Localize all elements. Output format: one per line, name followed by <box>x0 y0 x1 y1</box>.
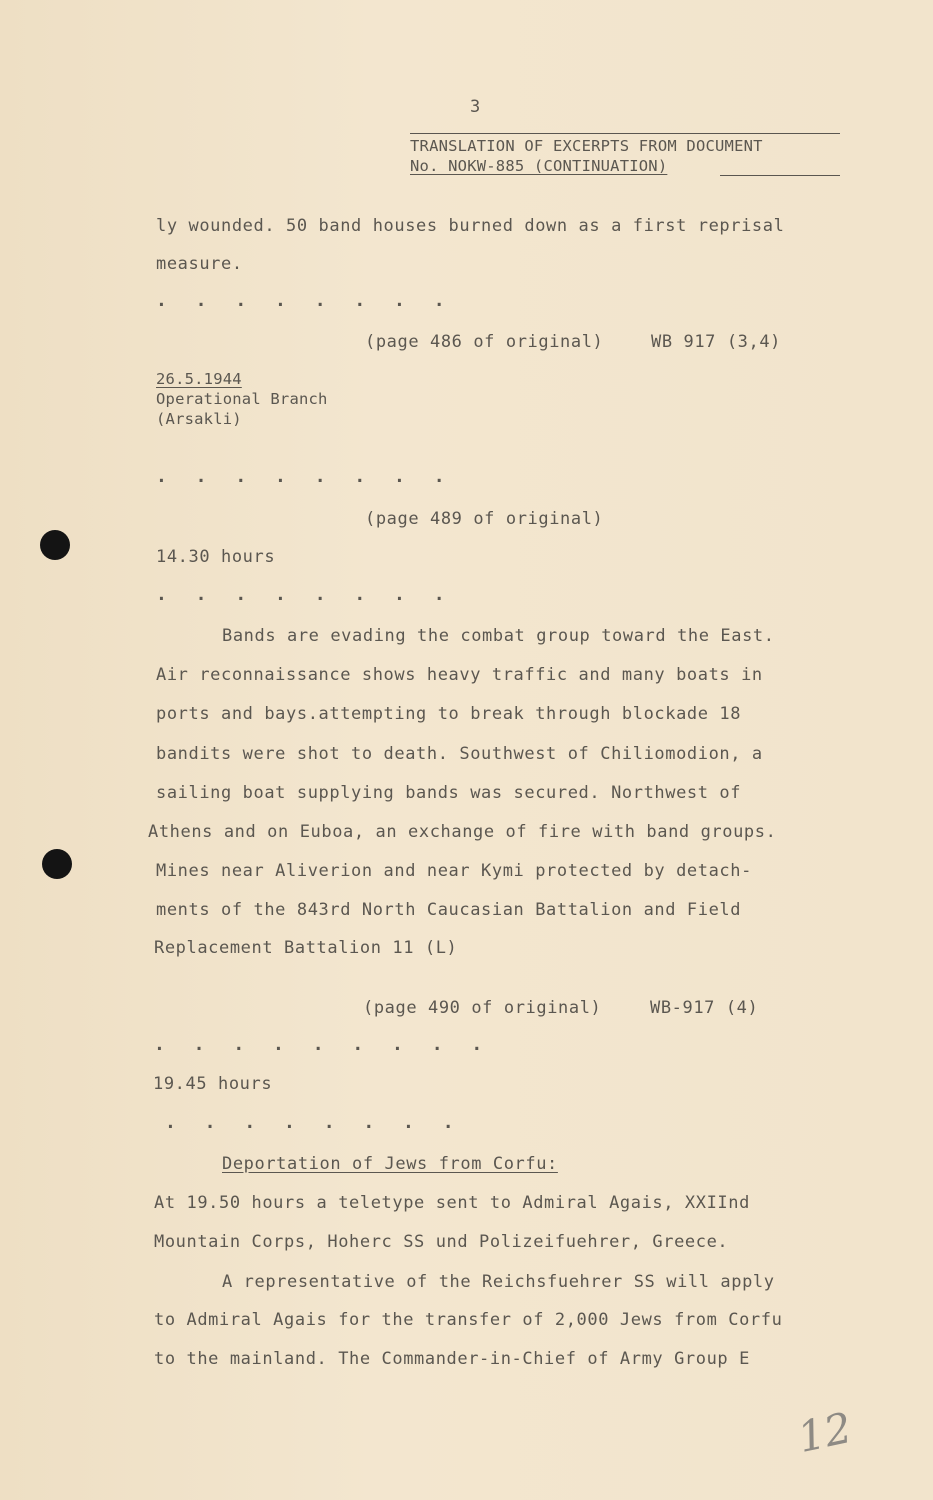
handwritten-page-mark: 12 <box>793 1402 856 1463</box>
header-line-2: No. NOKW-885 (CONTINUATION) <box>410 157 668 175</box>
wb-ref-2: WB-917 (4) <box>650 998 759 1018</box>
ellipsis-e: . . . . . . . . <box>165 1112 463 1133</box>
time-2: 19.45 hours <box>153 1074 273 1094</box>
paragraph-1-line-2: measure. <box>156 254 243 274</box>
paragraph-2-line-8: ments of the 843rd North Caucasian Battalion and Field <box>156 900 742 920</box>
header-line-1: TRANSLATION OF EXCERPTS FROM DOCUMENT <box>410 137 763 155</box>
paragraph-2-line-2: Air reconnaissance shows heavy traffic and many boats in <box>156 665 763 685</box>
time-1: 14.30 hours <box>156 547 276 567</box>
paragraph-3-line-1: At 19.50 hours a teletype sent to Admiral Agais, XXIInd <box>154 1193 750 1213</box>
paragraph-2-line-7: Mines near Aliverion and near Kymi protected by detach- <box>156 861 752 881</box>
wb-ref-1: WB 917 (3,4) <box>651 332 782 352</box>
paragraph-4-line-3: to the mainland. The Commander-in-Chief of Army Group E <box>154 1349 750 1369</box>
paragraph-2-line-5: sailing boat supplying bands was secured. Northwest of <box>156 783 742 803</box>
entry-location: (Arsakli) <box>156 410 242 428</box>
paragraph-3-line-2: Mountain Corps, Hoherc SS und Polizeifuehrer, Greece. <box>154 1232 729 1252</box>
header-top-rule <box>410 133 840 134</box>
ellipsis-c: . . . . . . . . <box>156 584 454 605</box>
page-ref-490: (page 490 of original) <box>363 998 602 1018</box>
paragraph-2-line-6: Athens and on Euboa, an exchange of fire with band groups. <box>148 822 777 842</box>
paragraph-4-line-1: A representative of the Reichsfuehrer SS will apply <box>222 1272 775 1292</box>
paragraph-4-line-2: to Admiral Agais for the transfer of 2,000 Jews from Corfu <box>154 1310 783 1330</box>
paragraph-2-line-9: Replacement Battalion 11 (L) <box>154 938 458 958</box>
page-ref-489: (page 489 of original) <box>365 509 604 529</box>
page-ref-486: (page 486 of original) <box>365 332 604 352</box>
punch-hole-bottom <box>42 849 72 879</box>
section-heading: Deportation of Jews from Corfu: <box>222 1154 558 1174</box>
page-number: 3 <box>470 97 481 117</box>
ellipsis-a: . . . . . . . . <box>156 290 454 311</box>
paragraph-2-line-3: ports and bays.attempting to break through blockade 18 <box>156 704 742 724</box>
punch-hole-top <box>40 530 70 560</box>
entry-date: 26.5.1944 <box>156 370 242 388</box>
paragraph-2-line-1: Bands are evading the combat group toward the East. <box>222 626 775 646</box>
header-bottom-rule <box>720 175 840 176</box>
paragraph-1-line-1: ly wounded. 50 band houses burned down as a first reprisal <box>156 216 785 236</box>
ellipsis-d: . . . . . . . . . <box>154 1034 492 1055</box>
ellipsis-b: . . . . . . . . <box>156 466 454 487</box>
entry-branch: Operational Branch <box>156 390 328 408</box>
paragraph-2-line-4: bandits were shot to death. Southwest of Chiliomodion, a <box>156 744 763 764</box>
